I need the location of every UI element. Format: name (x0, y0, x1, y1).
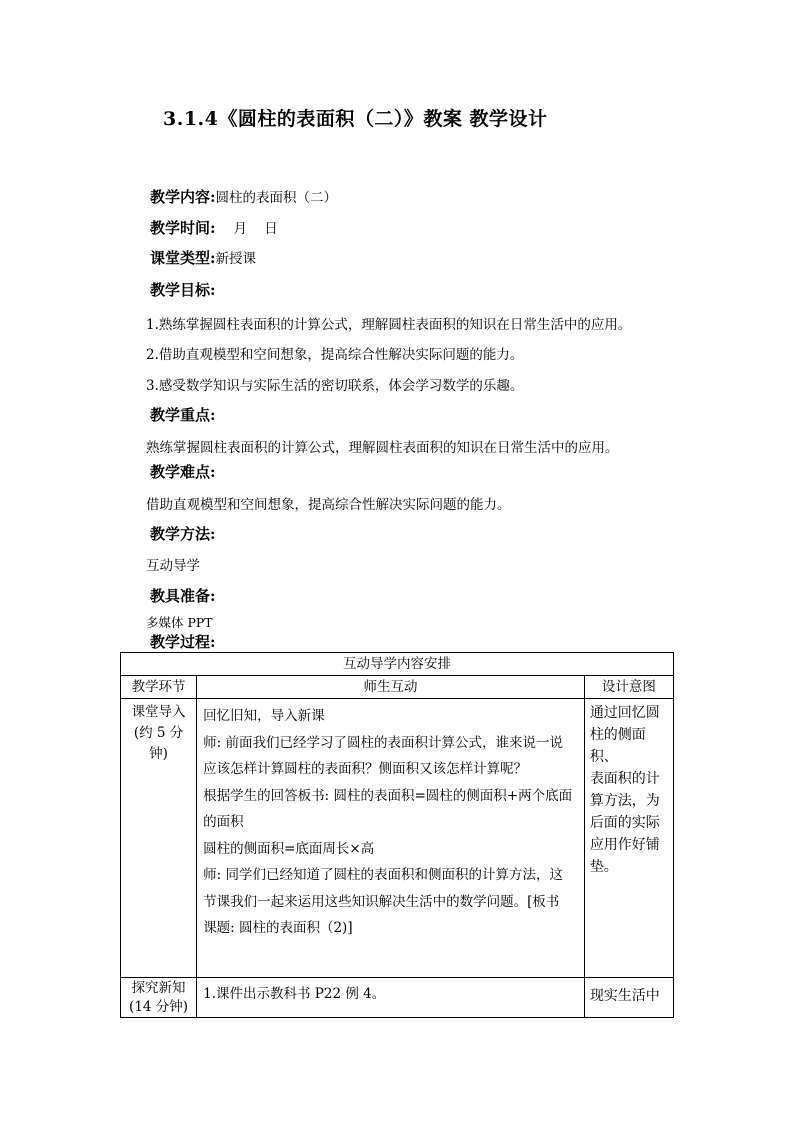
document-title: 3.1.4《圆柱的表面积（二）》教案 教学设计 (163, 108, 548, 130)
goals-heading (150, 279, 216, 300)
table-row (121, 978, 674, 1018)
goal-item-3: 3.感受数学知识与实际生活的密切联系，体会学习数学的乐趣。 (146, 378, 524, 394)
process-label: 教学过程: (150, 633, 216, 651)
interaction-line: 1.课件出示教科书 P22 例 4。 (203, 986, 386, 1002)
key-heading (150, 404, 216, 425)
intent-line: 现实生活中 (589, 988, 660, 1004)
interaction-cell (197, 978, 585, 1018)
interaction-line: 师: 同学们已经知道了圆柱的表面积和侧面积的计算方法，这 (203, 867, 563, 883)
stage-line: 课堂导入 (131, 704, 186, 720)
interaction-line: 节课我们一起来运用这些知识解决生活中的数学问题。[板书 (203, 893, 560, 910)
method-label: 教学方法: (150, 525, 216, 543)
tools-label: 教具准备: (150, 587, 216, 605)
difficulty-label: 教学难点: (150, 463, 216, 481)
table-row (121, 699, 674, 978)
intent-line: 表面积的计 (589, 771, 660, 787)
table-caption-row (121, 653, 674, 676)
interaction-line: 课题: 圆柱的表面积（2)] (203, 920, 353, 936)
intent-line: 算方法，为 (589, 793, 660, 809)
stage-line: 钟) (149, 746, 168, 762)
interaction-line: 根据学生的回答板书: 圆柱的表面积=圆柱的侧面积+两个底面 (203, 787, 573, 804)
intent-line: 柱的侧面积、 (589, 727, 646, 765)
goal-item-2: 2.借助直观模型和空间想象，提高综合性解决实际问题的能力。 (146, 347, 524, 363)
intent-line: 垫。 (589, 859, 618, 875)
interaction-line: 师: 前面我们已经学习了圆柱的表面积计算公式，谁来说一说 (203, 734, 563, 751)
intent-line: 通过回忆圆 (589, 705, 660, 721)
interaction-line: 回忆旧知，导入新课 (203, 708, 325, 724)
interaction-line: 的面积 (203, 814, 244, 830)
type-line (150, 247, 256, 268)
table-caption: 互动导学内容安排 (121, 653, 674, 676)
time-label: 教学时间: (150, 219, 216, 237)
type-value: 新授课 (215, 251, 257, 267)
table-header-row (121, 676, 674, 699)
interaction-cell (197, 699, 585, 978)
stage-line: 探究新知 (131, 980, 186, 996)
interaction-line: 应该怎样计算圆柱的表面积？侧面积又该怎样计算呢？ (203, 761, 528, 777)
stage-cell (121, 978, 197, 1018)
key-text: 熟练掌握圆柱表面积的计算公式，理解圆柱表面积的知识在日常生活中的应用。 (146, 440, 619, 456)
difficulty-text: 借助直观模型和空间想象，提高综合性解决实际问题的能力。 (146, 497, 511, 513)
content-label: 教学内容: (150, 188, 216, 206)
key-label: 教学重点: (150, 406, 216, 424)
time-value: 月 日 (233, 221, 278, 237)
time-line (150, 217, 278, 238)
tools-heading (150, 585, 216, 606)
method-heading (150, 523, 216, 544)
content-value: 圆柱的表面积（二） (215, 190, 338, 206)
header-interaction: 师生互动 (197, 676, 585, 699)
process-heading (150, 631, 216, 652)
intent-cell (584, 699, 673, 978)
difficulty-heading (150, 461, 216, 482)
header-intent: 设计意图 (584, 676, 673, 699)
goal-item-1: 1.熟练掌握圆柱表面积的计算公式，理解圆柱表面积的知识在日常生活中的应用。 (146, 317, 632, 333)
content-line (150, 186, 337, 207)
type-label: 课堂类型: (150, 249, 216, 267)
intent-cell (584, 978, 673, 1018)
stage-line: (约 5 分 (133, 725, 184, 741)
intent-line: 应用作好铺 (589, 837, 660, 853)
tools-text: 多媒体 PPT (146, 615, 213, 630)
stage-cell (121, 699, 197, 978)
goals-label: 教学目标: (150, 281, 216, 299)
header-stage: 教学环节 (121, 676, 197, 699)
lesson-plan-table (120, 652, 674, 1018)
interaction-line: 圆柱的侧面积=底面周长×高 (203, 840, 375, 857)
stage-line: (14 分钟) (129, 999, 189, 1015)
intent-line: 后面的实际 (589, 815, 660, 831)
method-text: 互动导学 (146, 558, 200, 574)
